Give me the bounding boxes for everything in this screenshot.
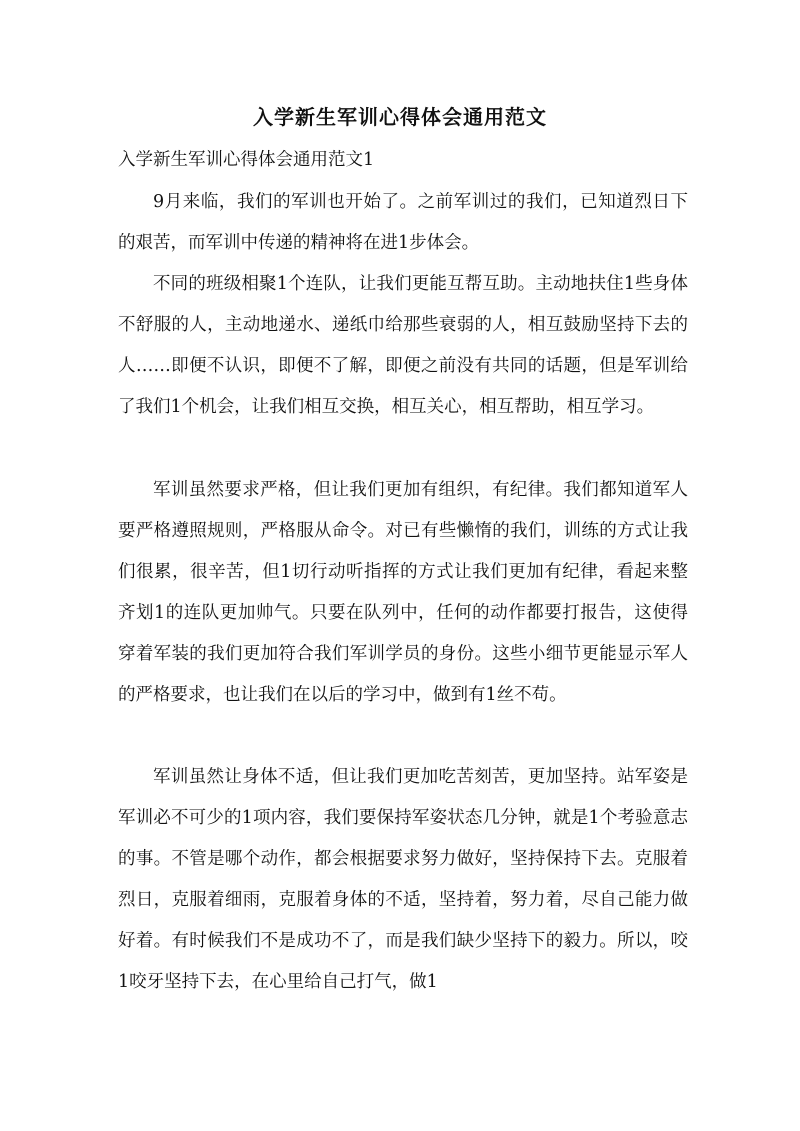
paragraph-3: 军训虽然要求严格，但让我们更加有组织，有纪律。我们都知道军人要严格遵照规则，严格服从命令。对已有些懒惰的我们，训练的方式让我们很累，很辛苦，但1切行动听指挥的方式让我们更加有纪律，看起来整齐划1的连队更加帅气。只要在队列中，任何的动作都要打报告，这使得穿着军装的我们更加符合我们军训学员的身份。这些小细节更能显示军人的严格要求，也让我们在以后的学习中，做到有1丝不苟。 [118, 480, 688, 705]
paragraph-2: 不同的班级相聚1个连队，让我们更能互帮互助。主动地扶住1些身体不舒服的人，主动地递水、递纸巾给那些衰弱的人，相互鼓励坚持下去的人……即便不认识，即便不了解，即便之前没有共同的话题，但是军训给了我们1个机会，让我们相互交换，相互关心，相互帮助，相互学习。 [118, 274, 688, 417]
document-subtitle: 入学新生军训心得体会通用范文1 [118, 150, 375, 170]
document-title: 入学新生军训心得体会通用范文 [253, 105, 547, 129]
paragraph-1: 9月来临，我们的军训也开始了。之前军训过的我们，已知道烈日下的艰苦，而军训中传递的精神将在进1步体会。 [118, 192, 688, 253]
paragraph-4: 军训虽然让身体不适，但让我们更加吃苦刻苦，更加坚持。站军姿是军训必不可少的1项内容，我们要保持军姿状态几分钟，就是1个考验意志的事。不管是哪个动作，都会根据要求努力做好，坚持保持下去。克服着烈日，克服着细雨，克服着身体的不适，坚持着，努力着，尽自己能力做好着。有时候我们不是成功不了，而是我们缺少坚持下的毅力。所以，咬1咬牙坚持下去，在心里给自己打气，做1 [118, 767, 688, 992]
